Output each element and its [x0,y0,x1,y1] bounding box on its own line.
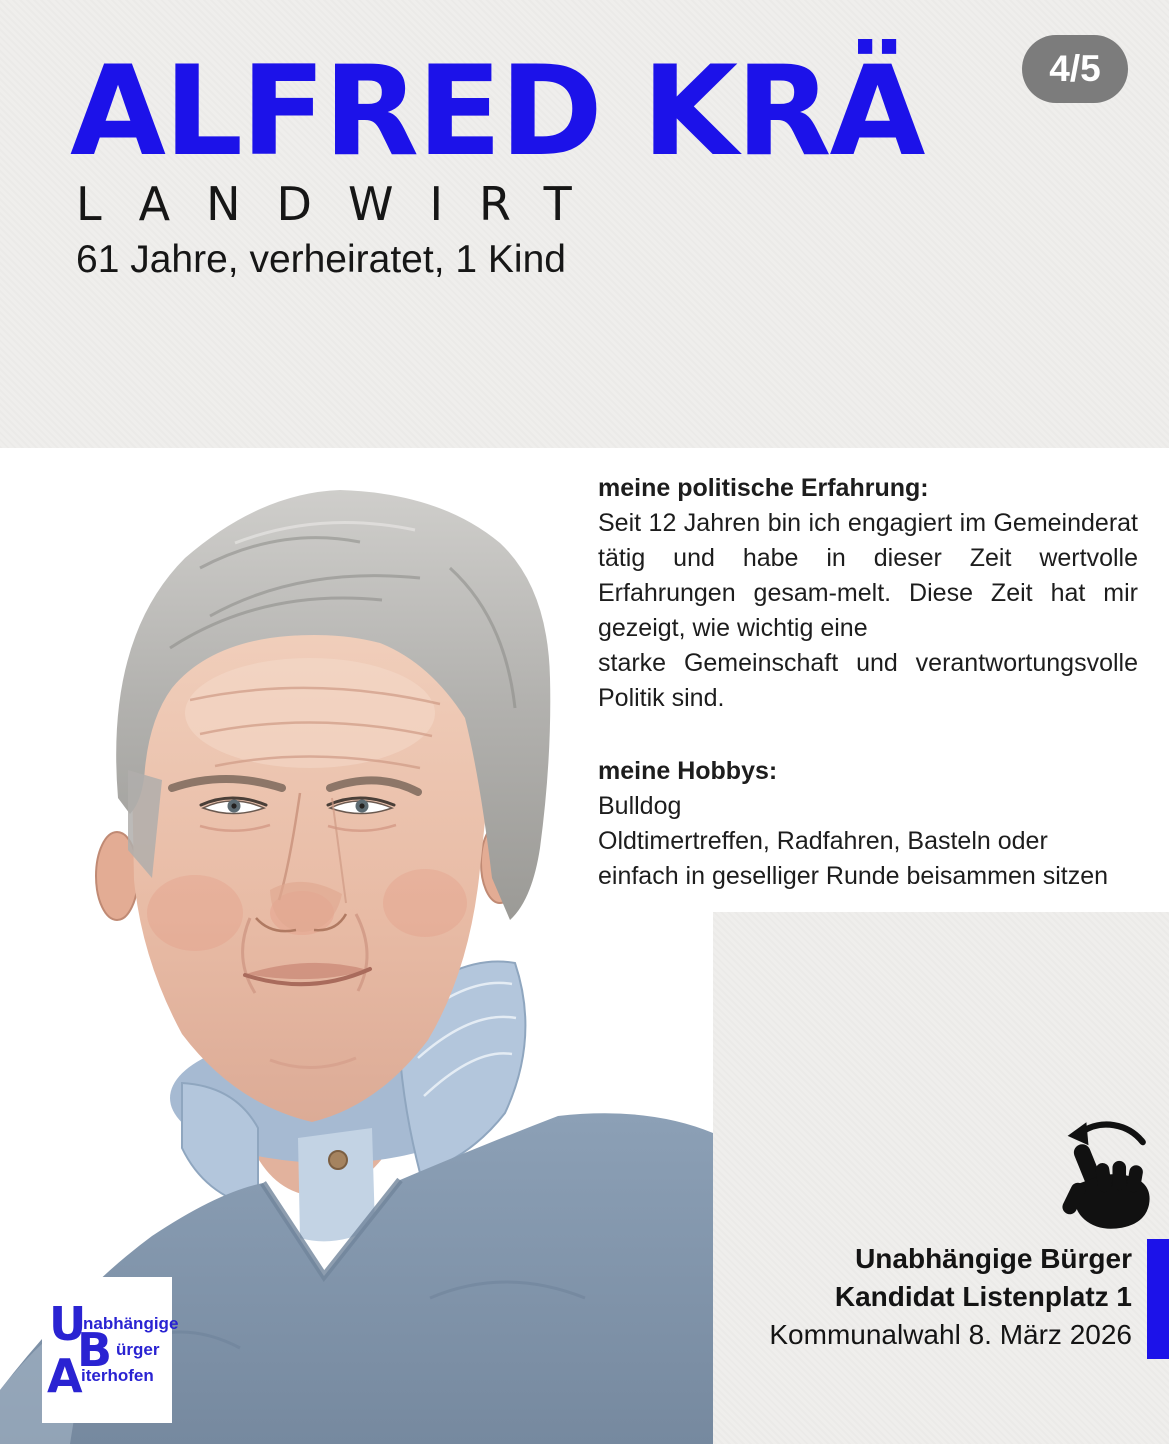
candidate-details: 61 Jahre, verheiratet, 1 Kind [76,238,566,281]
text-line: gezeigt, wie wichtig eine [598,614,868,642]
text-line: Bulldog [598,792,682,820]
swipe-left-icon [1038,1115,1164,1235]
logo-letter-b: B [77,1323,113,1377]
text-line: Politik sind. [598,684,725,712]
logo-letter-a: A [47,1349,83,1403]
hobbies-list [598,789,1138,894]
text-line: Seit 12 Jahren bin ich engagiert im Gemeinderat [598,509,1138,537]
text-line: einfach in geselliger Runde beisammen sitzen [598,862,1109,890]
text-line: Erfahrungen gesam-melt. Diese Zeit hat mir [598,579,1138,607]
text-line: tätig und habe in dieser Zeit wertvolle [598,544,1138,572]
slide-counter-badge [1022,35,1128,103]
experience-paragraph [598,506,1138,716]
election-info-line: Kommunalwahl 8. März 2026 [769,1319,1132,1350]
experience-heading: meine politische Erfahrung: [598,474,929,502]
candidate-name: ALFRED KRÄ [70,40,924,184]
uba-party-logo [42,1277,179,1423]
logo-word-buerger: ürger [116,1340,160,1359]
slide-counter-text: 4/5 [1049,48,1101,89]
logo-letter-u: U [49,1297,87,1351]
hobbies-heading: meine Hobbys: [598,757,778,785]
election-info-line: Unabhängige Bürger [855,1243,1132,1274]
bio-text-column [598,471,1138,894]
candidate-profession: LANDWIRT [76,177,608,231]
accent-bar [1147,1239,1169,1359]
election-info-line: Kandidat Listenplatz 1 [834,1281,1132,1312]
election-info [769,1240,1132,1354]
logo-word-aiterhofen: iterhofen [81,1366,154,1385]
logo-word-unabhaengige: nabhängige [83,1314,179,1333]
text-line: Oldtimertreffen, Radfahren, Basteln oder [598,827,1048,855]
text-line: starke Gemeinschaft und verantwortungsvolle [598,649,1138,677]
